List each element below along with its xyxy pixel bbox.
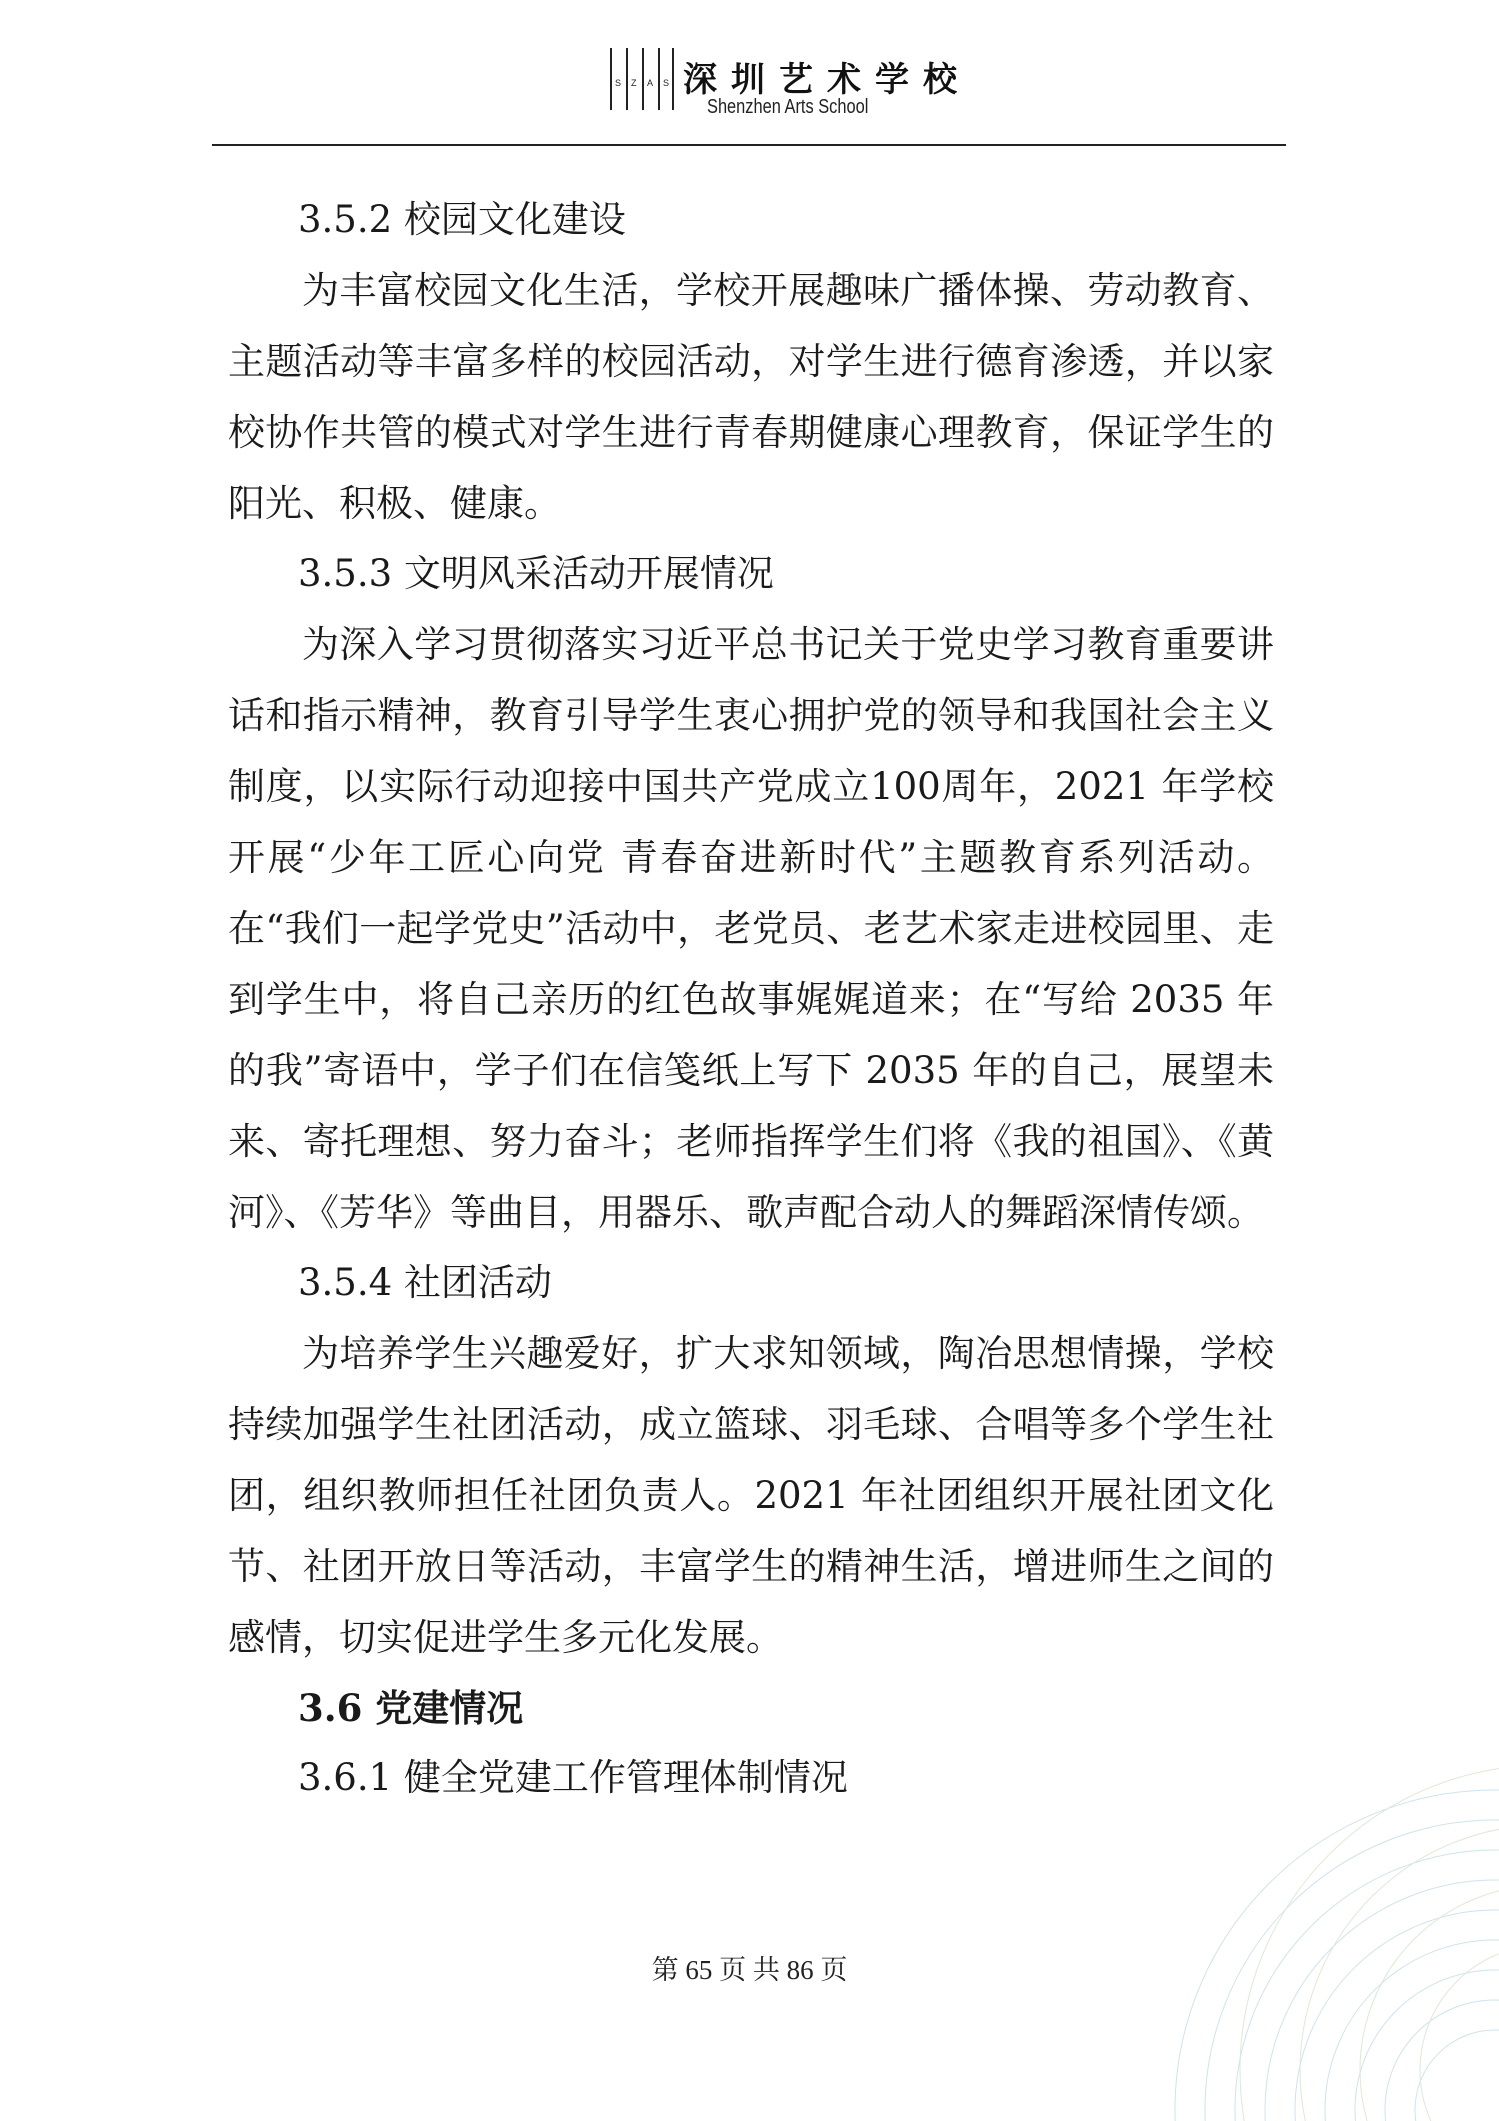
school-name-chinese: 深圳艺术学校 (683, 60, 971, 100)
svg-text:S: S (663, 78, 670, 88)
section-heading-3-6: 3.6 党建情况 (298, 1686, 524, 1730)
school-name-english: Shenzhen Arts School (707, 96, 869, 118)
svg-text:A: A (647, 78, 654, 88)
header-divider (212, 144, 1286, 146)
paragraph-civilization-activities: 为深入学习贯彻落实习近平总书记关于党史学习教育重要讲话和指示精神，教育引导学生衷心拥护党的领导和我国社会主义制度，以实际行动迎接中国共产党成立100周年，2021 年学校开展“少年工匠心向党 青春奋进新时代”主题教育系列活动。在“我们一起学党史”活动中，老党员、老艺术家走进校园里、走到学生中，将自己亲历的红色故事娓娓道来；在“写给 2035 年的我”寄语中，学子们在信笺纸上写下 2035 年的自己，展望未来、寄托理想、努力奋斗；老师指挥学生们将《我的祖国》、《黄河》、《芳华》等曲目，用器乐、歌声配合动人的舞蹈深情传颂。 (228, 623, 1274, 1234)
heading-3-5-3: 3.5.3 文明风采活动开展情况 (298, 552, 774, 595)
paragraph-campus-culture: 为丰富校园文化生活，学校开展趣味广播体操、劳动教育、主题活动等丰富多样的校园活动，对学生进行德育渗透，并以家校协作共管的模式对学生进行青春期健康心理教育，保证学生的阳光、积极、健康。 (228, 269, 1274, 525)
page-header (0, 0, 1499, 146)
paragraph-club-activities: 为培养学生兴趣爱好，扩大求知领域，陶冶思想情操，学校持续加强学生社团活动，成立篮球、羽毛球、合唱等多个学生社团，组织教师担任社团负责人。2021 年社团组织开展社团文化节、社团开放日等活动，丰富学生的精神生活，增进师生之间的感情，切实促进学生多元化发展。 (228, 1332, 1274, 1659)
heading-3-6-1: 3.6.1 健全党建工作管理体制情况 (298, 1756, 848, 1799)
svg-text:Z: Z (631, 78, 637, 88)
page-number: 第 65 页 共 86 页 (651, 1955, 848, 1985)
svg-text:S: S (615, 78, 622, 88)
heading-3-5-2: 3.5.2 校园文化建设 (298, 198, 626, 241)
heading-3-5-4: 3.5.4 社团活动 (298, 1261, 552, 1304)
school-logo-icon (607, 46, 677, 112)
page-content (228, 185, 1274, 1813)
